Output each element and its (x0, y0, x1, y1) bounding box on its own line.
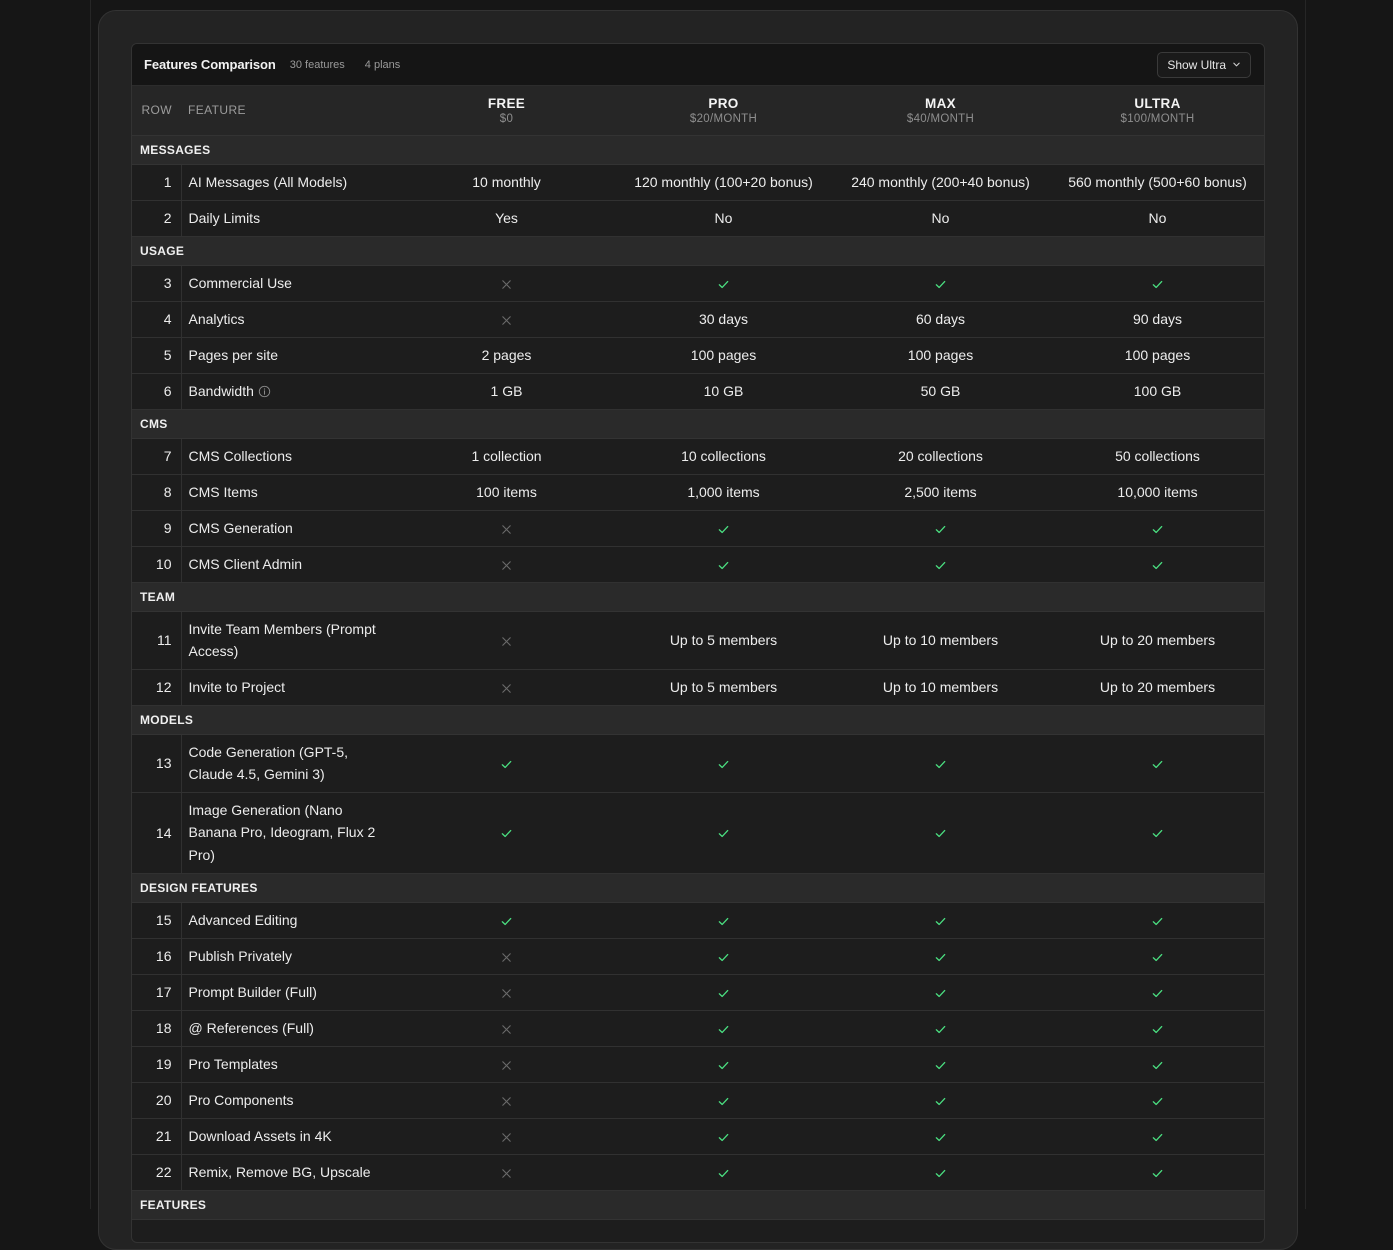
comparison-table (132, 86, 1265, 1220)
plan-value-cell: Up to 5 members (615, 669, 832, 705)
x-icon (500, 278, 513, 291)
features-count: 30 features (289, 58, 345, 71)
check-icon (717, 1131, 730, 1144)
section-header (132, 873, 1265, 902)
check-icon (717, 951, 730, 964)
check-icon (717, 559, 730, 572)
plan-value-cell: 50 GB (832, 373, 1049, 409)
table-row (132, 510, 1265, 546)
plan-value-cell (398, 611, 615, 669)
check-icon (717, 1059, 730, 1072)
check-icon (934, 915, 947, 928)
plan-value-cell (832, 792, 1049, 873)
row-number: 5 (132, 337, 181, 373)
plan-value-cell (398, 974, 615, 1010)
x-icon (500, 682, 513, 695)
left-guide-line (90, 0, 91, 1209)
row-column-header: ROW (141, 103, 172, 118)
section-header (132, 409, 1265, 438)
plan-value-cell: 1,000 items (615, 474, 832, 510)
info-icon[interactable] (258, 385, 271, 398)
x-icon (500, 1023, 513, 1036)
plan-value-cell: 100 pages (832, 337, 1049, 373)
feature-cell (181, 265, 398, 301)
row-number: 12 (132, 669, 181, 705)
row-number: 20 (132, 1082, 181, 1118)
feature-name: CMS Items (188, 483, 258, 500)
check-icon (717, 1095, 730, 1108)
feature-name: Pages per site (188, 346, 278, 363)
plan-value-cell (398, 1082, 615, 1118)
check-icon (934, 827, 947, 840)
section-header (132, 582, 1265, 611)
plan-value-cell (615, 734, 832, 792)
feature-column-header: FEATURE (188, 103, 246, 118)
feature-cell (181, 902, 398, 938)
x-icon (500, 951, 513, 964)
check-icon (1151, 1059, 1164, 1072)
row-number: 17 (132, 974, 181, 1010)
x-icon (500, 1059, 513, 1072)
plan-value-cell (832, 1046, 1049, 1082)
plan-value-cell (615, 1082, 832, 1118)
feature-cell (181, 474, 398, 510)
check-icon (1151, 1167, 1164, 1180)
plan-value-cell (398, 1154, 615, 1190)
plan-value-cell (615, 1118, 832, 1154)
check-icon (717, 1167, 730, 1180)
plan-header-free (398, 86, 615, 135)
plan-value-cell: 120 monthly (100+20 bonus) (615, 164, 832, 200)
plan-value-cell (398, 1010, 615, 1046)
feature-name: Code Generation (GPT-5, Claude 4.5, Gemini 3) (188, 743, 349, 782)
check-icon (934, 1023, 947, 1036)
table-row (132, 200, 1265, 236)
row-number: 1 (132, 164, 181, 200)
row-number: 8 (132, 474, 181, 510)
x-icon (500, 1167, 513, 1180)
check-icon (1151, 987, 1164, 1000)
table-row (132, 1154, 1265, 1190)
plan-value-cell (832, 265, 1049, 301)
table-row (132, 1082, 1265, 1118)
table-row (132, 546, 1265, 582)
check-icon (1151, 827, 1164, 840)
plan-value-cell: Up to 10 members (832, 669, 1049, 705)
plan-value-cell: 1 GB (398, 373, 615, 409)
table-row (132, 438, 1265, 474)
feature-cell (181, 373, 398, 409)
plan-value-cell (1049, 510, 1265, 546)
feature-cell (181, 611, 398, 669)
feature-name: Commercial Use (188, 274, 292, 291)
plan-value-cell (398, 265, 615, 301)
row-number: 13 (132, 734, 181, 792)
plan-value-cell: No (1049, 200, 1265, 236)
plan-value-cell (832, 1118, 1049, 1154)
x-icon (500, 987, 513, 1000)
plan-value-cell (615, 546, 832, 582)
plan-value-cell (832, 1082, 1049, 1118)
feature-cell (181, 337, 398, 373)
table-row (132, 974, 1265, 1010)
table-row (132, 373, 1265, 409)
plan-value-cell: 20 collections (832, 438, 1049, 474)
check-icon (1151, 1095, 1164, 1108)
plan-value-cell (1049, 1010, 1265, 1046)
x-icon (500, 1095, 513, 1108)
section-header (132, 135, 1265, 164)
row-number: 19 (132, 1046, 181, 1082)
plan-value-cell (1049, 1082, 1265, 1118)
plan-price: $100/MONTH (1120, 112, 1195, 125)
plan-price: $0 (499, 112, 514, 125)
plan-name: FREE (487, 95, 526, 111)
plan-value-cell (398, 902, 615, 938)
plan-value-cell (1049, 902, 1265, 938)
check-icon (934, 758, 947, 771)
row-number: 21 (132, 1118, 181, 1154)
show-ultra-label: Show Ultra (1167, 57, 1226, 72)
feature-name: Invite Team Members (Prompt Access) (188, 620, 376, 659)
panel-header (132, 44, 1264, 86)
feature-cell (181, 438, 398, 474)
feature-cell (181, 792, 398, 873)
table-row (132, 337, 1265, 373)
plan-value-cell (832, 1154, 1049, 1190)
plan-value-cell: 10,000 items (1049, 474, 1265, 510)
table-row (132, 1118, 1265, 1154)
plan-value-cell (615, 1154, 832, 1190)
plan-name: PRO (708, 95, 739, 111)
check-icon (934, 1131, 947, 1144)
check-icon (717, 1023, 730, 1036)
check-icon (717, 523, 730, 536)
row-number: 22 (132, 1154, 181, 1190)
plan-value-cell: 90 days (1049, 301, 1265, 337)
plan-value-cell: Up to 10 members (832, 611, 1049, 669)
plan-value-cell (1049, 734, 1265, 792)
feature-name: @ References (Full) (188, 1019, 314, 1036)
plan-value-cell (1049, 938, 1265, 974)
plan-value-cell: 10 monthly (398, 164, 615, 200)
row-number: 4 (132, 301, 181, 337)
plan-value-cell: Yes (398, 200, 615, 236)
row-number: 15 (132, 902, 181, 938)
plan-header-ultra (1049, 86, 1265, 135)
feature-name: Daily Limits (188, 209, 261, 226)
plan-header-pro (615, 86, 832, 135)
plan-value-cell (832, 546, 1049, 582)
plan-value-cell (398, 546, 615, 582)
x-icon (500, 314, 513, 327)
plan-value-cell (615, 1046, 832, 1082)
check-icon (934, 1095, 947, 1108)
x-icon (500, 1131, 513, 1144)
plan-header-max (832, 86, 1049, 135)
check-icon (934, 523, 947, 536)
table-row (132, 938, 1265, 974)
table-row (132, 164, 1265, 200)
check-icon (1151, 1023, 1164, 1036)
row-number: 6 (132, 373, 181, 409)
check-icon (1151, 559, 1164, 572)
feature-name: Pro Components (188, 1091, 294, 1108)
check-icon (934, 1167, 947, 1180)
plan-value-cell (1049, 265, 1265, 301)
section-title: TEAM (132, 582, 1265, 611)
row-number: 14 (132, 792, 181, 873)
feature-cell (181, 546, 398, 582)
section-title: CMS (132, 409, 1265, 438)
table-row (132, 902, 1265, 938)
row-number: 11 (132, 611, 181, 669)
plan-value-cell: 560 monthly (500+60 bonus) (1049, 164, 1265, 200)
table-header-row (132, 86, 1265, 135)
row-number: 9 (132, 510, 181, 546)
plan-value-cell (615, 792, 832, 873)
table-row (132, 792, 1265, 873)
table-row (132, 1010, 1265, 1046)
check-icon (717, 758, 730, 771)
right-guide-line (1305, 0, 1306, 1209)
plan-value-cell (615, 1010, 832, 1046)
check-icon (934, 559, 947, 572)
check-icon (1151, 758, 1164, 771)
plan-value-cell (615, 902, 832, 938)
plan-value-cell: 50 collections (1049, 438, 1265, 474)
feature-name: Publish Privately (188, 947, 292, 964)
plan-value-cell: 60 days (832, 301, 1049, 337)
section-title: MESSAGES (132, 135, 1265, 164)
section-title: USAGE (132, 236, 1265, 265)
table-row (132, 734, 1265, 792)
x-icon (500, 523, 513, 536)
plan-value-cell (832, 734, 1049, 792)
feature-name: CMS Client Admin (188, 555, 303, 572)
plan-value-cell (398, 301, 615, 337)
plan-value-cell (1049, 1118, 1265, 1154)
plan-value-cell (615, 510, 832, 546)
table-row (132, 669, 1265, 705)
check-icon (1151, 1131, 1164, 1144)
section-title: FEATURES (132, 1190, 1265, 1219)
check-icon (717, 827, 730, 840)
feature-name: Bandwidth (188, 382, 254, 399)
panel-title: Features Comparison (144, 57, 276, 72)
plan-value-cell: Up to 5 members (615, 611, 832, 669)
feature-cell (181, 164, 398, 200)
plan-value-cell (398, 1046, 615, 1082)
check-icon (717, 915, 730, 928)
feature-name: Remix, Remove BG, Upscale (188, 1163, 371, 1180)
plan-value-cell (398, 938, 615, 974)
row-number: 18 (132, 1010, 181, 1046)
plan-value-cell (832, 1010, 1049, 1046)
table-body (132, 135, 1265, 1219)
feature-cell (181, 1118, 398, 1154)
plan-value-cell (398, 1118, 615, 1154)
feature-name: Analytics (188, 310, 245, 327)
plan-value-cell: No (832, 200, 1049, 236)
section-header (132, 236, 1265, 265)
check-icon (1151, 915, 1164, 928)
feature-cell (181, 301, 398, 337)
plan-value-cell (398, 792, 615, 873)
plan-value-cell (832, 510, 1049, 546)
feature-name: AI Messages (All Models) (188, 173, 348, 190)
check-icon (717, 278, 730, 291)
check-icon (934, 278, 947, 291)
feature-cell (181, 1046, 398, 1082)
plan-value-cell: 2,500 items (832, 474, 1049, 510)
plan-value-cell (398, 510, 615, 546)
feature-name: Invite to Project (188, 678, 285, 695)
x-icon (500, 635, 513, 648)
feature-name: Advanced Editing (188, 911, 298, 928)
feature-cell (181, 1010, 398, 1046)
chevron-down-icon (1232, 60, 1241, 69)
feature-name: Download Assets in 4K (188, 1127, 332, 1144)
plan-value-cell (1049, 546, 1265, 582)
table-row (132, 265, 1265, 301)
check-icon (934, 987, 947, 1000)
feature-name: Prompt Builder (Full) (188, 983, 317, 1000)
row-number: 16 (132, 938, 181, 974)
plan-value-cell: 100 GB (1049, 373, 1265, 409)
plan-name: ULTRA (1134, 95, 1181, 111)
plan-value-cell (398, 669, 615, 705)
feature-cell (181, 200, 398, 236)
plan-value-cell: 10 collections (615, 438, 832, 474)
section-title: DESIGN FEATURES (132, 873, 1265, 902)
plan-price: $20/MONTH (689, 112, 758, 125)
feature-cell (181, 669, 398, 705)
x-icon (500, 559, 513, 572)
plan-value-cell: 100 pages (615, 337, 832, 373)
feature-name: CMS Collections (188, 447, 292, 464)
plan-value-cell (615, 265, 832, 301)
plan-value-cell (1049, 792, 1265, 873)
section-title: MODELS (132, 705, 1265, 734)
feature-cell (181, 938, 398, 974)
table-row (132, 611, 1265, 669)
check-icon (934, 1059, 947, 1072)
plan-value-cell (832, 938, 1049, 974)
plan-value-cell: No (615, 200, 832, 236)
feature-cell (181, 510, 398, 546)
check-icon (500, 915, 513, 928)
plan-value-cell: 10 GB (615, 373, 832, 409)
plans-count: 4 plans (364, 58, 401, 71)
plan-value-cell (832, 902, 1049, 938)
plan-value-cell: 2 pages (398, 337, 615, 373)
plan-value-cell (398, 734, 615, 792)
section-header (132, 705, 1265, 734)
plan-value-cell: 100 items (398, 474, 615, 510)
plan-price: $40/MONTH (906, 112, 975, 125)
plan-value-cell (1049, 1046, 1265, 1082)
check-icon (934, 951, 947, 964)
plan-value-cell (1049, 974, 1265, 1010)
plan-value-cell: 240 monthly (200+40 bonus) (832, 164, 1049, 200)
table-row (132, 1046, 1265, 1082)
check-icon (500, 758, 513, 771)
plan-value-cell: 30 days (615, 301, 832, 337)
feature-cell (181, 1082, 398, 1118)
check-icon (500, 827, 513, 840)
features-comparison-panel (131, 43, 1265, 1243)
plan-value-cell: 1 collection (398, 438, 615, 474)
table-row (132, 301, 1265, 337)
section-header (132, 1190, 1265, 1219)
plan-value-cell: 100 pages (1049, 337, 1265, 373)
check-icon (1151, 951, 1164, 964)
feature-name: Image Generation (Nano Banana Pro, Ideogram, Flux 2 Pro) (188, 801, 376, 863)
plan-value-cell: Up to 20 members (1049, 611, 1265, 669)
row-number: 3 (132, 265, 181, 301)
check-icon (1151, 278, 1164, 291)
row-number: 2 (132, 200, 181, 236)
table-row (132, 474, 1265, 510)
plan-value-cell (615, 974, 832, 1010)
feature-cell (181, 1154, 398, 1190)
plan-value-cell: Up to 20 members (1049, 669, 1265, 705)
plan-name: MAX (925, 95, 956, 111)
plan-value-cell (1049, 1154, 1265, 1190)
plan-value-cell (832, 974, 1049, 1010)
plan-value-cell (615, 938, 832, 974)
feature-cell (181, 734, 398, 792)
feature-name: CMS Generation (188, 519, 293, 536)
feature-cell (181, 974, 398, 1010)
check-icon (717, 987, 730, 1000)
show-ultra-button[interactable] (1157, 52, 1251, 78)
row-number: 7 (132, 438, 181, 474)
row-number: 10 (132, 546, 181, 582)
check-icon (1151, 523, 1164, 536)
feature-name: Pro Templates (188, 1055, 278, 1072)
